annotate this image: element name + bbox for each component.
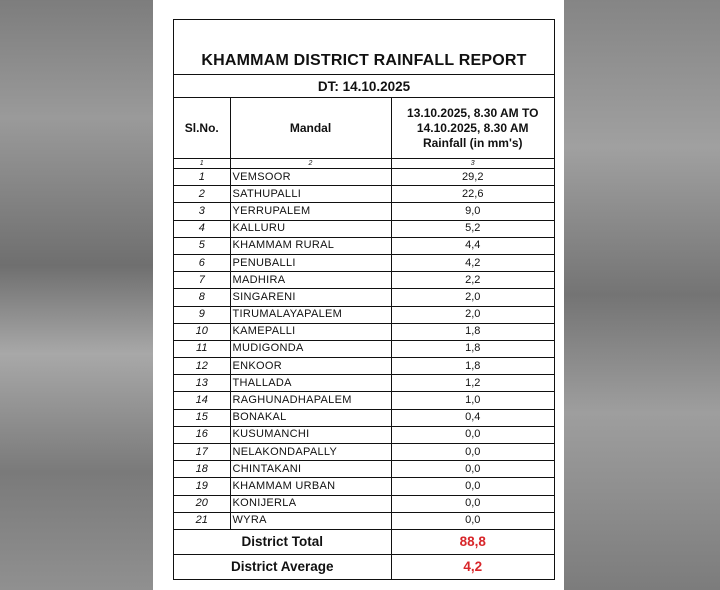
district-average-value: 4,2 <box>391 554 554 579</box>
sl-no-cell: 14 <box>174 392 230 409</box>
mandal-cell: KHAMMAM RURAL <box>230 237 391 254</box>
rainfall-cell: 1,0 <box>391 392 554 409</box>
district-total-value: 88,8 <box>391 529 554 554</box>
rainfall-cell: 1,2 <box>391 375 554 392</box>
mandal-cell: SINGARENI <box>230 289 391 306</box>
mandal-cell: THALLADA <box>230 375 391 392</box>
mandal-cell: SATHUPALLI <box>230 186 391 203</box>
table-row <box>174 358 554 375</box>
mandal-cell: BONAKAL <box>230 409 391 426</box>
mandal-cell: PENUBALLI <box>230 254 391 271</box>
rainfall-report <box>173 19 555 580</box>
header-sl-no: Sl.No. <box>174 98 230 159</box>
rainfall-cell: 0,0 <box>391 444 554 461</box>
table-row <box>174 392 554 409</box>
sl-no-cell: 20 <box>174 495 230 512</box>
mandal-cell: MADHIRA <box>230 272 391 289</box>
table-row <box>174 237 554 254</box>
rainfall-cell: 0,0 <box>391 512 554 529</box>
sl-no-cell: 21 <box>174 512 230 529</box>
column-index-row <box>174 159 554 169</box>
header-rainfall <box>391 98 554 159</box>
rainfall-cell: 2,2 <box>391 272 554 289</box>
rainfall-cell: 0,0 <box>391 461 554 478</box>
header-rainfall-line3: Rainfall (in mm's) <box>422 135 523 150</box>
sl-no-cell: 1 <box>174 169 230 186</box>
rainfall-cell: 9,0 <box>391 203 554 220</box>
table-row <box>174 340 554 357</box>
district-total-label: District Total <box>174 529 391 554</box>
table-row <box>174 272 554 289</box>
rainfall-cell: 1,8 <box>391 323 554 340</box>
table-row <box>174 478 554 495</box>
rainfall-cell: 5,2 <box>391 220 554 237</box>
table-row <box>174 169 554 186</box>
report-date: DT: 14.10.2025 <box>174 75 554 98</box>
header-row <box>174 98 554 159</box>
rainfall-cell: 0,0 <box>391 426 554 443</box>
mandal-cell: NELAKONDAPALLY <box>230 444 391 461</box>
table-row <box>174 409 554 426</box>
blurred-background-left <box>0 0 160 590</box>
sl-no-cell: 15 <box>174 409 230 426</box>
rainfall-cell: 0,0 <box>391 495 554 512</box>
mandal-cell: KHAMMAM URBAN <box>230 478 391 495</box>
rainfall-cell: 4,2 <box>391 254 554 271</box>
sl-no-cell: 2 <box>174 186 230 203</box>
sl-no-cell: 9 <box>174 306 230 323</box>
sl-no-cell: 17 <box>174 444 230 461</box>
sl-no-cell: 16 <box>174 426 230 443</box>
sl-no-cell: 11 <box>174 340 230 357</box>
blurred-background-right <box>560 0 720 590</box>
mandal-cell: TIRUMALAYAPALEM <box>230 306 391 323</box>
header-rainfall-line2: 14.10.2025, 8.30 AM <box>416 120 529 135</box>
column-index: 3 <box>391 159 554 169</box>
sl-no-cell: 13 <box>174 375 230 392</box>
table-row <box>174 426 554 443</box>
table-row <box>174 461 554 478</box>
table-row <box>174 186 554 203</box>
mandal-cell: YERRUPALEM <box>230 203 391 220</box>
table-row <box>174 254 554 271</box>
sl-no-cell: 7 <box>174 272 230 289</box>
mandal-cell: KAMEPALLI <box>230 323 391 340</box>
district-total-row <box>174 529 554 554</box>
mandal-cell: KONIJERLA <box>230 495 391 512</box>
table-row <box>174 375 554 392</box>
table-row <box>174 220 554 237</box>
rainfall-cell: 2,0 <box>391 306 554 323</box>
table-row <box>174 323 554 340</box>
district-average-label: District Average <box>174 554 391 579</box>
mandal-cell: CHINTAKANI <box>230 461 391 478</box>
rainfall-cell: 1,8 <box>391 340 554 357</box>
district-average-row <box>174 554 554 579</box>
mandal-cell: WYRA <box>230 512 391 529</box>
table-row <box>174 512 554 529</box>
header-mandal: Mandal <box>230 98 391 159</box>
mandal-cell: MUDIGONDA <box>230 340 391 357</box>
table-row <box>174 203 554 220</box>
mandal-cell: ENKOOR <box>230 358 391 375</box>
mandal-cell: RAGHUNADHAPALEM <box>230 392 391 409</box>
mandal-cell: KUSUMANCHI <box>230 426 391 443</box>
sl-no-cell: 12 <box>174 358 230 375</box>
mandal-cell: VEMSOOR <box>230 169 391 186</box>
table-row <box>174 306 554 323</box>
rainfall-cell: 2,0 <box>391 289 554 306</box>
sl-no-cell: 18 <box>174 461 230 478</box>
header-rainfall-line1: 13.10.2025, 8.30 AM TO <box>407 105 539 120</box>
table-row <box>174 495 554 512</box>
rainfall-cell: 29,2 <box>391 169 554 186</box>
sl-no-cell: 3 <box>174 203 230 220</box>
rainfall-cell: 4,4 <box>391 237 554 254</box>
rainfall-cell: 22,6 <box>391 186 554 203</box>
table-row <box>174 444 554 461</box>
sl-no-cell: 5 <box>174 237 230 254</box>
sl-no-cell: 6 <box>174 254 230 271</box>
rainfall-table <box>174 98 554 580</box>
rainfall-cell: 0,0 <box>391 478 554 495</box>
mandal-cell: KALLURU <box>230 220 391 237</box>
table-row <box>174 289 554 306</box>
sl-no-cell: 19 <box>174 478 230 495</box>
column-index: 2 <box>230 159 391 169</box>
rainfall-cell: 0,4 <box>391 409 554 426</box>
rainfall-cell: 1,8 <box>391 358 554 375</box>
column-index: 1 <box>174 159 230 169</box>
sl-no-cell: 4 <box>174 220 230 237</box>
sl-no-cell: 8 <box>174 289 230 306</box>
report-title: KHAMMAM DISTRICT RAINFALL REPORT <box>174 20 554 75</box>
sl-no-cell: 10 <box>174 323 230 340</box>
